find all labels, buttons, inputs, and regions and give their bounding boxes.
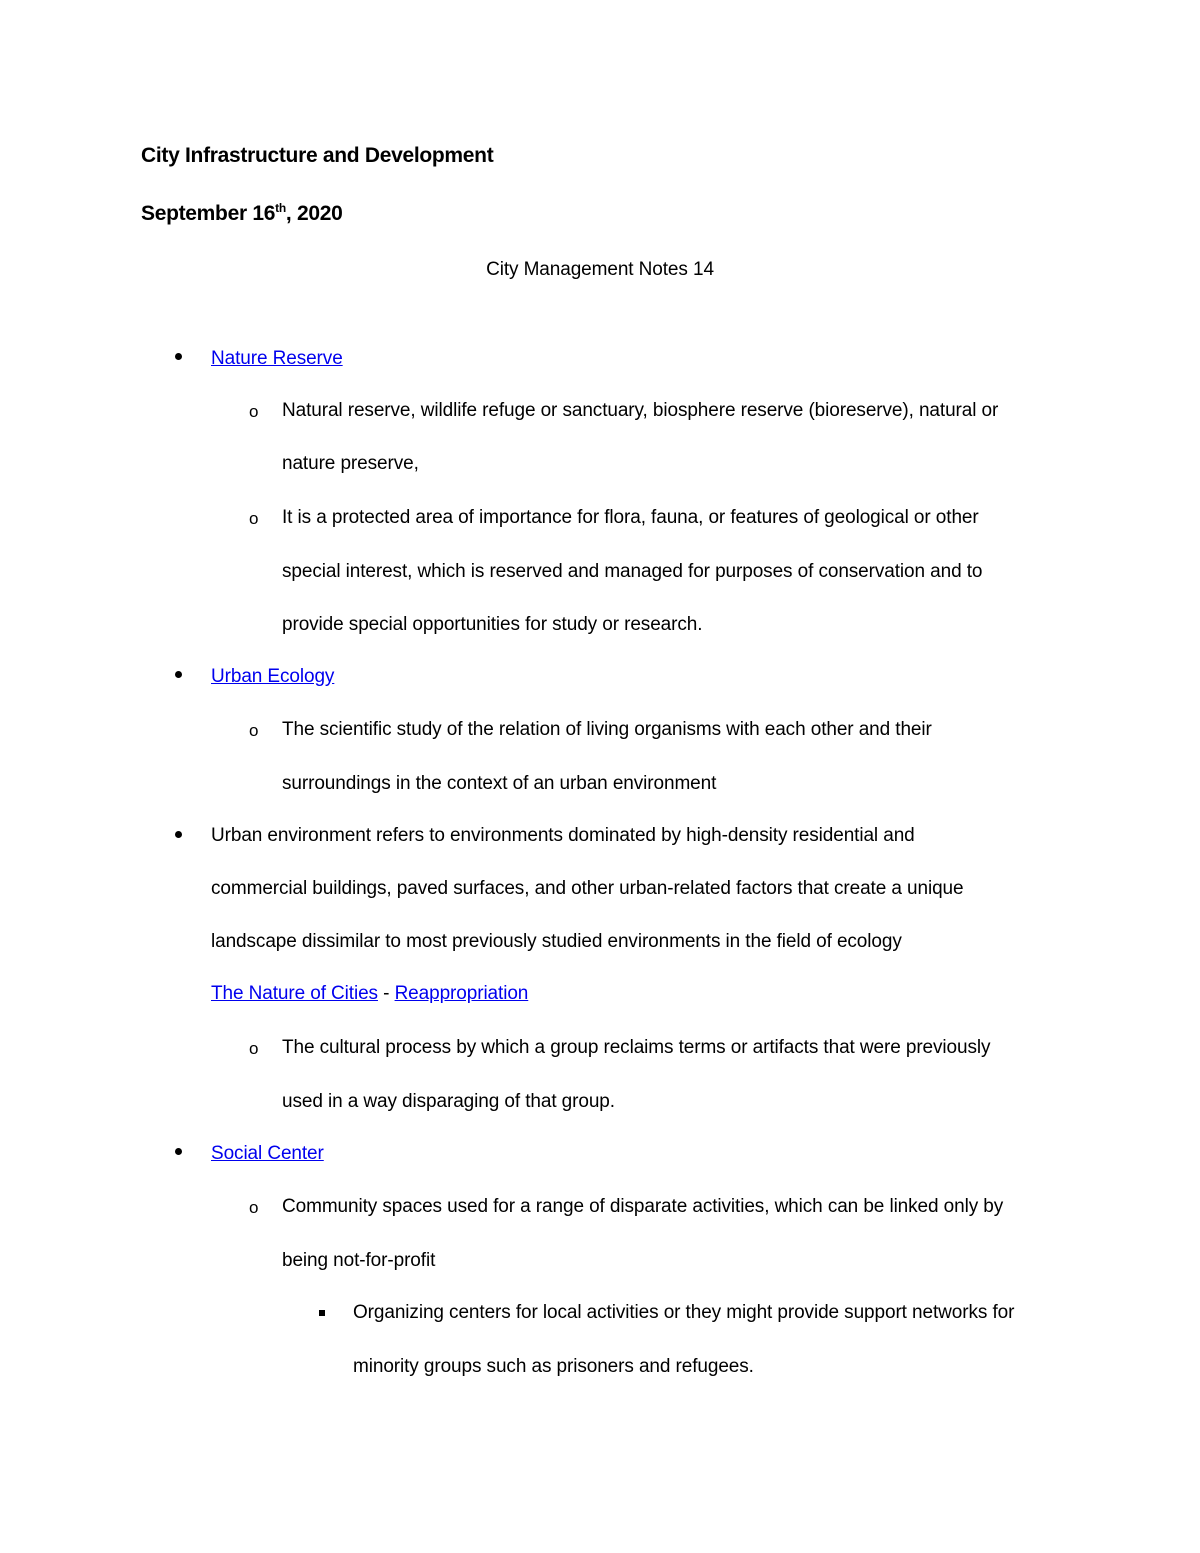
bullet-circle-icon: o bbox=[249, 402, 259, 421]
nature-reserve-heading bbox=[211, 347, 343, 371]
date-ordinal: th bbox=[275, 201, 286, 215]
document-title bbox=[0, 258, 1200, 282]
bullet-circle-icon: o bbox=[249, 1198, 259, 1217]
list-item: landscape dissimilar to most previously studied environments in the field of ecology bbox=[211, 931, 902, 952]
date-line bbox=[141, 202, 342, 226]
list-item: The scientific study of the relation of living organisms with each other and their bbox=[282, 719, 932, 740]
list-item: minority groups such as prisoners and refugees. bbox=[353, 1356, 754, 1377]
reappropriation-link[interactable]: Reappropriation bbox=[394, 983, 529, 1004]
bullet-dot-icon bbox=[175, 831, 182, 838]
bullet-dot-icon bbox=[175, 671, 182, 678]
list-item: The cultural process by which a group reclaims terms or artifacts that were previously bbox=[282, 1037, 991, 1058]
list-item: It is a protected area of importance for flora, fauna, or features of geological or other bbox=[282, 507, 979, 528]
social-center-heading bbox=[211, 1142, 324, 1166]
list-item: Organizing centers for local activities or they might provide support networks for bbox=[353, 1302, 1015, 1323]
date-year: , 2020 bbox=[285, 202, 343, 225]
bullet-square-icon bbox=[319, 1310, 325, 1316]
nature-of-cities-link[interactable]: The Nature of Cities bbox=[211, 983, 378, 1004]
bullet-circle-icon: o bbox=[249, 1039, 259, 1058]
list-item: commercial buildings, paved surfaces, and other urban-related factors that create a unique bbox=[211, 878, 964, 899]
date-prefix: September 16 bbox=[141, 202, 276, 225]
list-item: nature preserve, bbox=[282, 453, 419, 474]
urban-ecology-link[interactable]: Urban Ecology bbox=[211, 666, 335, 687]
bullet-dot-icon bbox=[175, 1148, 182, 1155]
list-item: Community spaces used for a range of disparate activities, which can be linked only by bbox=[282, 1196, 1004, 1217]
link-separator: - bbox=[377, 983, 395, 1004]
list-item: Urban environment refers to environments dominated by high-density residential and bbox=[211, 825, 915, 846]
document-title-text: City Management Notes 14 bbox=[486, 259, 714, 280]
urban-ecology-heading bbox=[211, 665, 334, 689]
list-item: Natural reserve, wildlife refuge or sanctuary, biosphere reserve (bioreserve), natural or bbox=[282, 400, 999, 421]
bullet-circle-icon: o bbox=[249, 509, 259, 528]
list-item: provide special opportunities for study or research. bbox=[282, 614, 703, 635]
course-title bbox=[141, 144, 493, 168]
list-item: surroundings in the context of an urban environment bbox=[282, 773, 717, 794]
nature-reserve-link[interactable]: Nature Reserve bbox=[211, 348, 343, 369]
social-center-link[interactable]: Social Center bbox=[211, 1143, 324, 1164]
bullet-dot-icon bbox=[175, 353, 182, 360]
list-item: being not-for-profit bbox=[282, 1250, 436, 1271]
course-title-text: City Infrastructure and Development bbox=[141, 144, 494, 167]
links-line bbox=[211, 982, 528, 1006]
list-item: used in a way disparaging of that group. bbox=[282, 1091, 615, 1112]
list-item: special interest, which is reserved and managed for purposes of conservation and to bbox=[282, 561, 983, 582]
bullet-circle-icon: o bbox=[249, 721, 259, 740]
